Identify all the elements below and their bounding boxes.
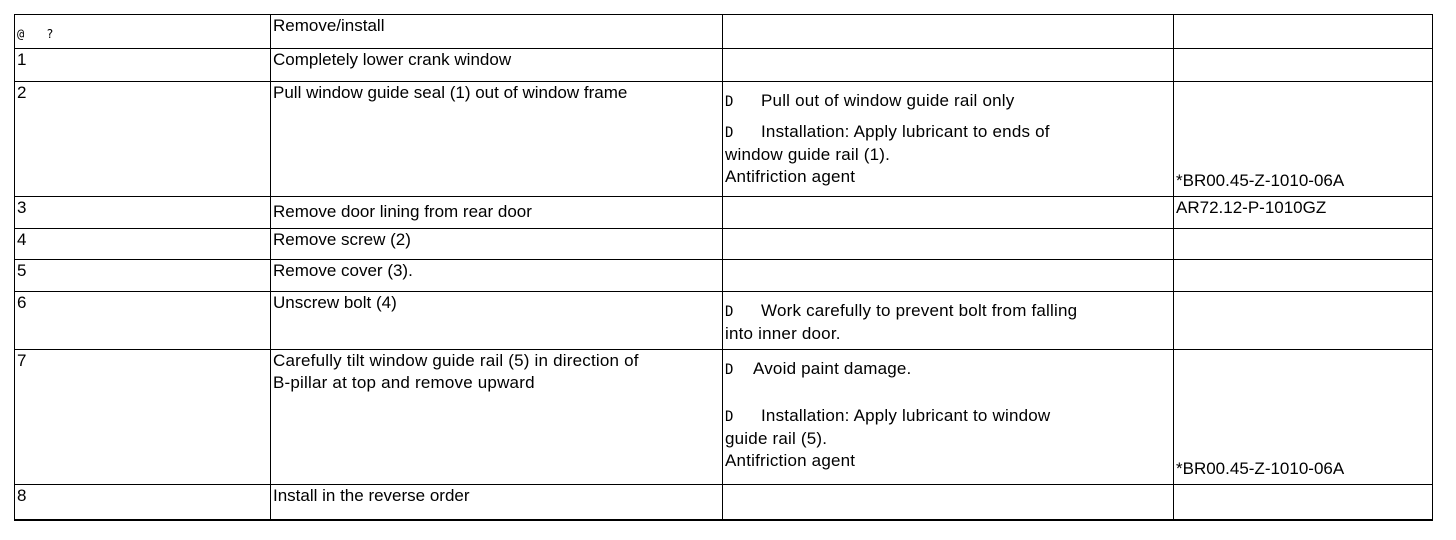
bullet-d-icon: D (725, 409, 734, 425)
bullet-d-icon: D (725, 94, 734, 110)
header-title: Remove/install (271, 15, 723, 49)
step-action: Completely lower crank window (271, 49, 723, 82)
empty-cell (1174, 15, 1433, 49)
step-action: Remove cover (3). (271, 260, 723, 292)
step-number: 2 (15, 82, 271, 197)
empty-cell (1174, 229, 1433, 260)
note-line (725, 300, 1171, 323)
empty-cell (723, 260, 1174, 292)
note-continuation: window guide rail (1). (725, 145, 891, 164)
step-number: 3 (15, 197, 271, 229)
reference-code: AR72.12-P-1010GZ (1174, 197, 1433, 229)
step-action (271, 350, 723, 485)
note-continuation: into inner door. (725, 324, 841, 343)
header-symbols-cell (15, 15, 271, 49)
reference-code: *BR00.45-Z-1010-06A (1176, 171, 1345, 190)
empty-cell (723, 485, 1174, 520)
step-number: 4 (15, 229, 271, 260)
step-action: Unscrew bolt (4) (271, 292, 723, 350)
step-notes (723, 292, 1174, 350)
bullet-d-icon: D (725, 362, 734, 378)
table-row (15, 485, 1433, 520)
note-line (725, 121, 1171, 144)
material-name: Antifriction agent (725, 167, 856, 186)
table-row (15, 350, 1433, 485)
bullet-d-icon: D (725, 304, 734, 320)
table-row (15, 292, 1433, 350)
step-number: 6 (15, 292, 271, 350)
reference-cell (1174, 350, 1433, 485)
empty-cell (723, 49, 1174, 82)
table-row (15, 49, 1433, 82)
step-number: 7 (15, 350, 271, 485)
question-symbol: ? (46, 27, 54, 41)
step-action: Remove door lining from rear door (271, 197, 723, 229)
step-action: Install in the reverse order (271, 485, 723, 520)
note-continuation: guide rail (5). (725, 429, 828, 448)
note-text: Installation: Apply lubricant to ends of (761, 122, 1050, 141)
empty-cell (1174, 485, 1433, 520)
note-text: Pull out of window guide rail only (761, 91, 1015, 110)
table-row (15, 229, 1433, 260)
note-line (725, 90, 1171, 113)
bullet-d-icon: D (725, 125, 734, 141)
material-name: Antifriction agent (725, 451, 856, 470)
table-row (15, 260, 1433, 292)
step-notes (723, 350, 1174, 485)
reference-cell (1174, 82, 1433, 197)
empty-cell (723, 197, 1174, 229)
action-line: Carefully tilt window guide rail (5) in direction of (273, 351, 639, 370)
step-notes (723, 82, 1174, 197)
step-number: 8 (15, 485, 271, 520)
note-text: Installation: Apply lubricant to window (761, 406, 1051, 425)
step-number: 1 (15, 49, 271, 82)
header-row (15, 15, 1433, 49)
procedure-table (14, 14, 1433, 521)
empty-cell (1174, 292, 1433, 350)
note-text: Avoid paint damage. (753, 359, 912, 378)
empty-cell (723, 229, 1174, 260)
at-symbol: @ (17, 27, 25, 41)
action-line: B-pillar at top and remove upward (273, 373, 535, 392)
note-line (725, 358, 1171, 381)
step-action: Remove screw (2) (271, 229, 723, 260)
empty-cell (723, 15, 1174, 49)
header-symbols (17, 23, 75, 45)
table-row (15, 197, 1433, 229)
empty-cell (1174, 260, 1433, 292)
step-action: Pull window guide seal (1) out of window frame (271, 82, 723, 197)
note-line (725, 405, 1171, 428)
empty-cell (1174, 49, 1433, 82)
table-row (15, 82, 1433, 197)
reference-code: *BR00.45-Z-1010-06A (1176, 459, 1345, 478)
step-number: 5 (15, 260, 271, 292)
note-text: Work carefully to prevent bolt from falling (761, 301, 1078, 320)
